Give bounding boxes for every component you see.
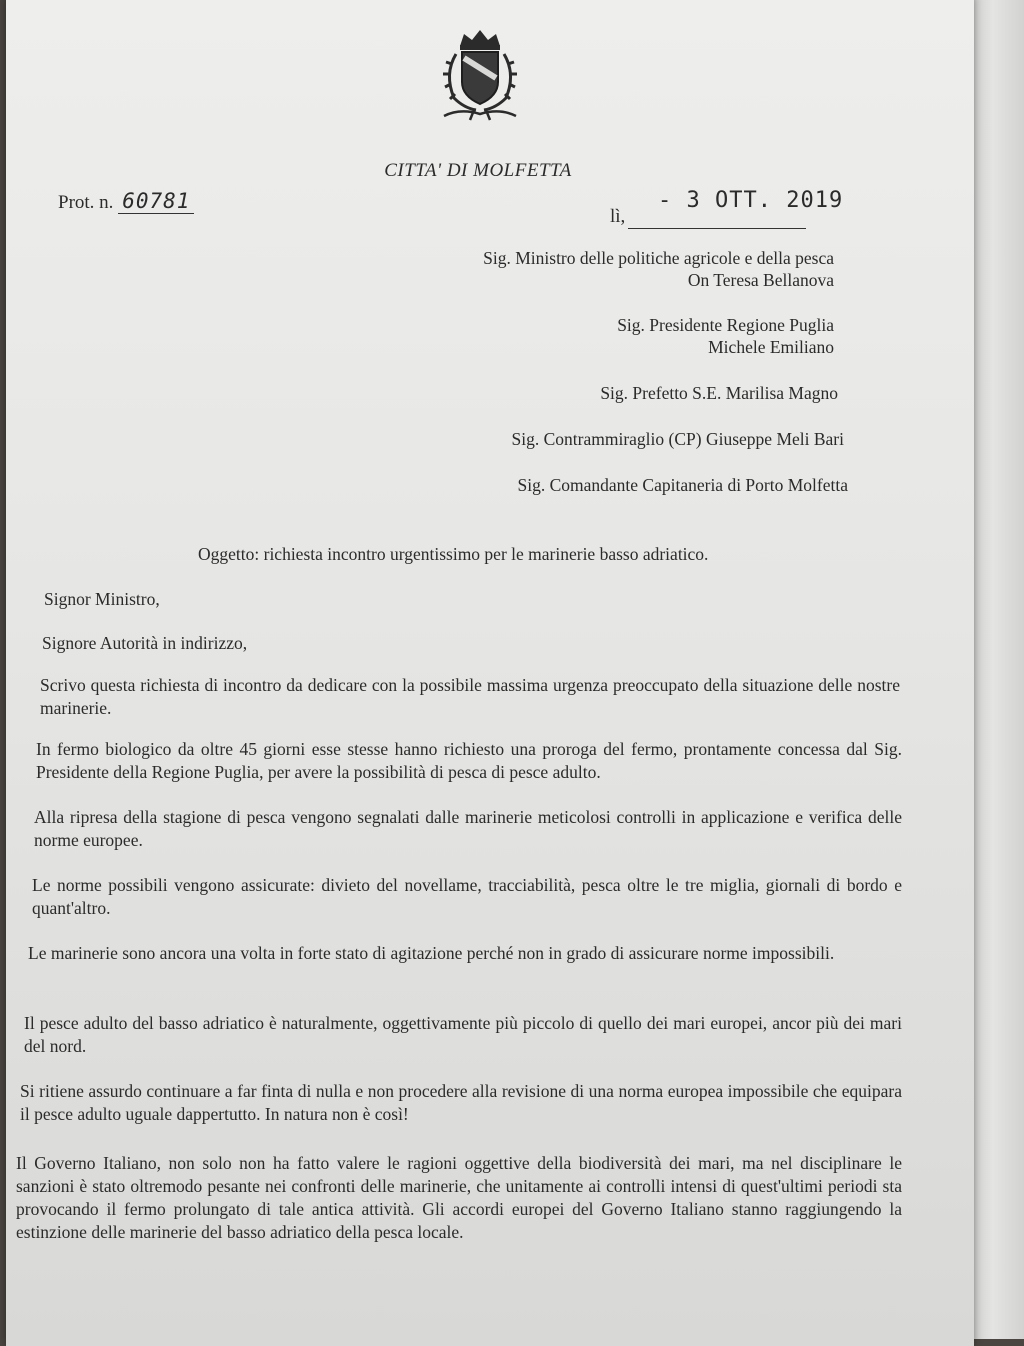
recipient-prefect <box>600 382 838 404</box>
recipient-name: On Teresa Bellanova <box>687 270 834 290</box>
recipient-line: Sig. Comandante Capitaneria di Porto Molfetta <box>517 475 848 495</box>
body-paragraph-4: Le norme possibili vengono assicurate: divieto del novellame, tracciabilità, pesca oltre le tre miglia, giornali di bordo e quant'altro. <box>32 875 902 918</box>
recipient-harbour-master <box>518 474 849 496</box>
body-paragraph-3: Alla ripresa della stagione di pesca vengono segnalati dalle marinerie meticolosi controlli in applicazione e verifica delle norme europee. <box>34 807 902 850</box>
city-title: CITTA' DI MOLFETTA <box>384 160 572 181</box>
underlying-page-edge <box>971 0 1024 1339</box>
protocol-label: Prot. n. <box>58 192 114 213</box>
date-stamp: - 3 OTT. 2019 <box>658 188 844 213</box>
recipient-president <box>617 314 834 358</box>
date-line <box>628 228 806 229</box>
recipient-line: Sig. Ministro delle politiche agricole e della pesca <box>483 248 834 268</box>
city-coat-of-arms-icon <box>430 24 530 124</box>
recipient-line: Sig. Prefetto S.E. Marilisa Magno <box>600 383 838 403</box>
body-paragraph-7: Si ritiene assurdo continuare a far finta di nulla e non procedere alla revisione di una norma europea impossibile che equipara il pesce adulto uguale dappertutto. In natura non è così! <box>20 1081 902 1124</box>
protocol-handwritten-number: 60781 <box>118 189 194 214</box>
date-label: lì, <box>610 206 626 227</box>
body-paragraph-8: Il Governo Italiano, non solo non ha fatto valere le ragioni oggettive della biodiversità dei mari, ma nel disciplinare le sanzioni è stato oltremodo pesante nei confronti delle marinerie, che unitamente ai controlli intensi di quest'ultimi periodi sta provocando il fermo prolungato di tale antica attività. Gli accordi europei del Governo Italiano stanno raggiungendo la estinzione delle marinerie del basso adriatico della pesca locale. <box>16 1153 902 1242</box>
recipient-line: Sig. Presidente Regione Puglia <box>617 315 834 335</box>
body-paragraph-1: Scrivo questa richiesta di incontro da dedicare con la possibile massima urgenza preoccupato della situazione delle nostre marinerie. <box>40 675 900 718</box>
recipient-minister <box>483 247 834 291</box>
letter-page <box>6 0 974 1346</box>
recipient-name: Michele Emiliano <box>708 337 834 357</box>
body-paragraph-5: Le marinerie sono ancora una volta in forte stato di agitazione perché non in grado di assicurare norme impossibili. <box>28 943 835 963</box>
recipient-line: Sig. Contrammiraglio (CP) Giuseppe Meli Bari <box>511 429 844 449</box>
body-paragraph-2: In fermo biologico da oltre 45 giorni esse stesse hanno richiesto una proroga del fermo, prontamente concessa dal Sig. Presidente della Regione Puglia, per avere la possibilità di pesca di pesce adulto. <box>36 739 902 782</box>
protocol-number <box>58 189 194 214</box>
body-paragraph-6: Il pesce adulto del basso adriatico è naturalmente, oggettivamente più piccolo di quello dei mari europei, ancor più dei mari del nord. <box>24 1013 902 1056</box>
recipient-admiral <box>512 428 844 450</box>
salutation-minister: Signor Ministro, <box>44 589 160 609</box>
salutation-authorities: Signore Autorità in indirizzo, <box>42 633 248 653</box>
subject-line: Oggetto: richiesta incontro urgentissimo per le marinerie basso adriatico. <box>198 544 709 564</box>
